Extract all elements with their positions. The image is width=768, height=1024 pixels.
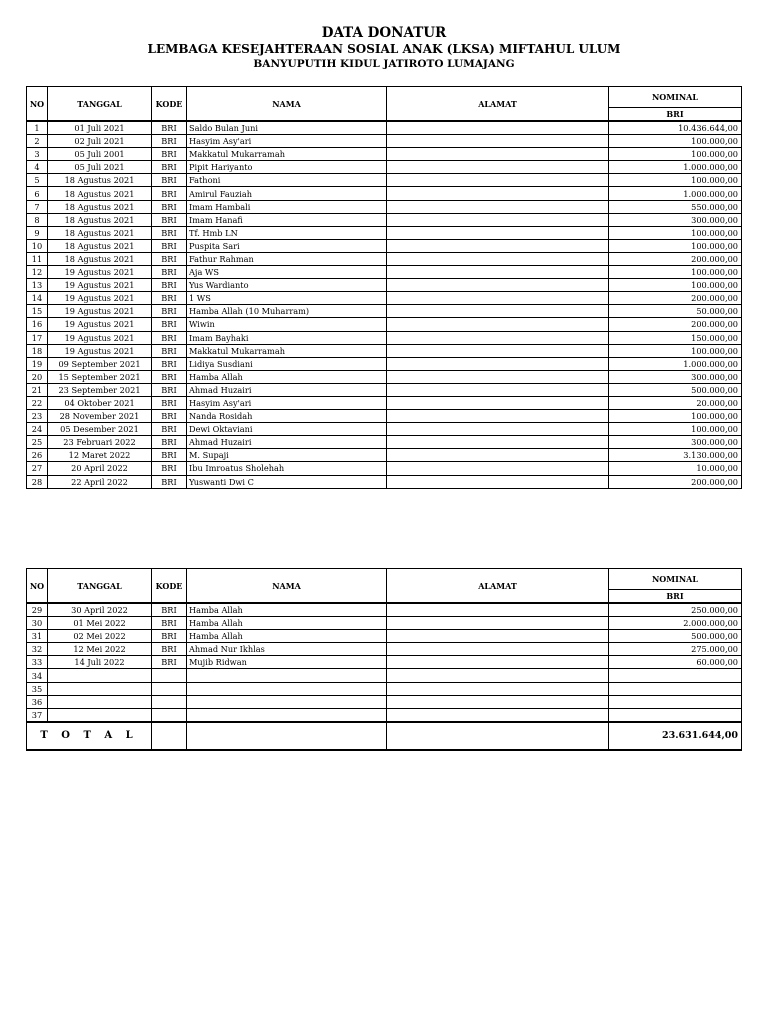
donor-table-2-body <box>27 603 742 722</box>
cell-nama: Hamba Allah <box>187 630 387 643</box>
cell-alamat <box>387 305 609 318</box>
total-empty-cell <box>387 722 609 750</box>
cell-tanggal: 18 Agustus 2021 <box>48 200 152 213</box>
cell-kode: BRI <box>152 331 187 344</box>
cell-nominal: 300.000,00 <box>609 370 742 383</box>
cell-nominal: 500.000,00 <box>609 630 742 643</box>
table-row <box>27 383 742 396</box>
cell-nama: Ahmad Huzairi <box>187 436 387 449</box>
cell-no: 16 <box>27 318 48 331</box>
cell-kode: BRI <box>152 410 187 423</box>
cell-tanggal: 12 Mei 2022 <box>48 643 152 656</box>
cell-no: 34 <box>27 669 48 682</box>
organization-location: BANYUPUTIH KIDUL JATIROTO LUMAJANG <box>253 58 515 70</box>
cell-alamat <box>387 239 609 252</box>
table-row <box>27 423 742 436</box>
cell-no: 10 <box>27 239 48 252</box>
table-row <box>27 305 742 318</box>
cell-alamat <box>387 174 609 187</box>
cell-nama: Lidiya Susdiani <box>187 357 387 370</box>
cell-tanggal <box>48 708 152 722</box>
cell-no: 23 <box>27 410 48 423</box>
donor-table-1 <box>26 86 742 489</box>
table-row <box>27 252 742 265</box>
cell-no: 29 <box>27 603 48 617</box>
table-row <box>27 148 742 161</box>
cell-tanggal: 19 Agustus 2021 <box>48 292 152 305</box>
cell-nama: M. Supaji <box>187 449 387 462</box>
table-row <box>27 200 742 213</box>
cell-nominal: 200.000,00 <box>609 252 742 265</box>
cell-alamat <box>387 252 609 265</box>
cell-nama: Hamba Allah <box>187 617 387 630</box>
column-header-nominal: NOMINAL <box>609 87 742 108</box>
cell-kode: BRI <box>152 357 187 370</box>
cell-kode: BRI <box>152 318 187 331</box>
table-row <box>27 695 742 708</box>
cell-nominal: 300.000,00 <box>609 436 742 449</box>
cell-kode: BRI <box>152 226 187 239</box>
cell-alamat <box>387 226 609 239</box>
table-row <box>27 318 742 331</box>
column-header-nama: NAMA <box>187 87 387 122</box>
cell-nama: Hasyim Asy'ari <box>187 396 387 409</box>
cell-kode: BRI <box>152 423 187 436</box>
cell-tanggal: 09 September 2021 <box>48 357 152 370</box>
cell-no: 2 <box>27 135 48 148</box>
cell-nama: 1 WS <box>187 292 387 305</box>
cell-nama: Wiwin <box>187 318 387 331</box>
cell-tanggal: 05 Desember 2021 <box>48 423 152 436</box>
cell-nominal: 3.130.000,00 <box>609 449 742 462</box>
total-empty-cell <box>152 722 187 750</box>
cell-kode: BRI <box>152 174 187 187</box>
table-row <box>27 656 742 669</box>
cell-no: 22 <box>27 396 48 409</box>
cell-nama: Yuswanti Dwi C <box>187 475 387 488</box>
table-row <box>27 617 742 630</box>
column-header-kode: KODE <box>152 569 187 604</box>
column-header-bank: BRI <box>609 590 742 604</box>
cell-tanggal: 19 Agustus 2021 <box>48 344 152 357</box>
cell-nominal <box>609 708 742 722</box>
cell-nominal: 200.000,00 <box>609 292 742 305</box>
cell-nama: Hamba Allah <box>187 370 387 383</box>
cell-kode: BRI <box>152 643 187 656</box>
cell-tanggal: 15 September 2021 <box>48 370 152 383</box>
cell-nama <box>187 708 387 722</box>
donor-table-2 <box>26 568 742 751</box>
document-header <box>0 24 768 71</box>
cell-alamat <box>387 318 609 331</box>
cell-tanggal: 18 Agustus 2021 <box>48 226 152 239</box>
cell-nama <box>187 669 387 682</box>
cell-no: 11 <box>27 252 48 265</box>
cell-tanggal: 19 Agustus 2021 <box>48 331 152 344</box>
cell-kode: BRI <box>152 630 187 643</box>
cell-alamat <box>387 708 609 722</box>
cell-nama: Hamba Allah (10 Muharram) <box>187 305 387 318</box>
cell-kode: BRI <box>152 252 187 265</box>
cell-no: 35 <box>27 682 48 695</box>
cell-nominal: 100.000,00 <box>609 410 742 423</box>
cell-kode: BRI <box>152 656 187 669</box>
cell-tanggal: 05 Juli 2001 <box>48 148 152 161</box>
cell-kode: BRI <box>152 266 187 279</box>
total-empty-cell <box>187 722 387 750</box>
cell-kode: BRI <box>152 475 187 488</box>
cell-tanggal: 04 Oktober 2021 <box>48 396 152 409</box>
cell-no: 12 <box>27 266 48 279</box>
cell-kode: BRI <box>152 603 187 617</box>
cell-alamat <box>387 682 609 695</box>
cell-nominal: 275.000,00 <box>609 643 742 656</box>
cell-kode <box>152 682 187 695</box>
cell-nama: Fathoni <box>187 174 387 187</box>
cell-no: 32 <box>27 643 48 656</box>
cell-nama: Nanda Rosidah <box>187 410 387 423</box>
table-row <box>27 226 742 239</box>
cell-nominal <box>609 669 742 682</box>
cell-no: 24 <box>27 423 48 436</box>
column-header-alamat: ALAMAT <box>387 569 609 604</box>
cell-nominal: 250.000,00 <box>609 603 742 617</box>
column-header-bank: BRI <box>609 108 742 122</box>
cell-alamat <box>387 331 609 344</box>
cell-nama: Ahmad Nur Ikhlas <box>187 643 387 656</box>
table-row <box>27 213 742 226</box>
cell-nama: Yus Wardianto <box>187 279 387 292</box>
cell-nominal: 150.000,00 <box>609 331 742 344</box>
cell-kode: BRI <box>152 344 187 357</box>
cell-tanggal: 28 November 2021 <box>48 410 152 423</box>
cell-alamat <box>387 292 609 305</box>
cell-alamat <box>387 475 609 488</box>
cell-tanggal: 18 Agustus 2021 <box>48 252 152 265</box>
cell-nama: Imam Hambali <box>187 200 387 213</box>
cell-kode: BRI <box>152 449 187 462</box>
cell-tanggal: 18 Agustus 2021 <box>48 187 152 200</box>
table-row <box>27 436 742 449</box>
cell-nama: Imam Bayhaki <box>187 331 387 344</box>
cell-alamat <box>387 630 609 643</box>
cell-tanggal: 01 Juli 2021 <box>48 121 152 135</box>
cell-nominal: 60.000,00 <box>609 656 742 669</box>
cell-nominal: 1.000.000,00 <box>609 357 742 370</box>
cell-no: 36 <box>27 695 48 708</box>
cell-tanggal: 01 Mei 2022 <box>48 617 152 630</box>
cell-nominal: 300.000,00 <box>609 213 742 226</box>
cell-no: 19 <box>27 357 48 370</box>
cell-no: 8 <box>27 213 48 226</box>
cell-alamat <box>387 656 609 669</box>
cell-alamat <box>387 135 609 148</box>
cell-alamat <box>387 462 609 475</box>
cell-no: 20 <box>27 370 48 383</box>
table-row <box>27 449 742 462</box>
cell-alamat <box>387 279 609 292</box>
table-row <box>27 266 742 279</box>
table-row <box>27 708 742 722</box>
cell-tanggal: 30 April 2022 <box>48 603 152 617</box>
cell-nama: Makkatul Mukarramah <box>187 344 387 357</box>
cell-alamat <box>387 423 609 436</box>
cell-nominal: 100.000,00 <box>609 174 742 187</box>
cell-tanggal: 05 Juli 2021 <box>48 161 152 174</box>
column-header-nominal: NOMINAL <box>609 569 742 590</box>
cell-no: 6 <box>27 187 48 200</box>
cell-alamat <box>387 266 609 279</box>
table-row <box>27 643 742 656</box>
table-row <box>27 187 742 200</box>
cell-alamat <box>387 357 609 370</box>
cell-no: 1 <box>27 121 48 135</box>
cell-no: 7 <box>27 200 48 213</box>
cell-alamat <box>387 617 609 630</box>
cell-kode: BRI <box>152 239 187 252</box>
column-header-no: NO <box>27 87 48 122</box>
cell-nama: Dewi Oktaviani <box>187 423 387 436</box>
cell-no: 33 <box>27 656 48 669</box>
cell-no: 31 <box>27 630 48 643</box>
cell-no: 30 <box>27 617 48 630</box>
cell-nominal: 10.000,00 <box>609 462 742 475</box>
total-value: 23.631.644,00 <box>609 722 742 750</box>
table-row <box>27 370 742 383</box>
cell-nominal: 200.000,00 <box>609 475 742 488</box>
cell-alamat <box>387 213 609 226</box>
table-row <box>27 630 742 643</box>
cell-nominal: 2.000.000,00 <box>609 617 742 630</box>
cell-alamat <box>387 410 609 423</box>
cell-no: 27 <box>27 462 48 475</box>
cell-nominal: 1.000.000,00 <box>609 161 742 174</box>
cell-nama: Amirul Fauziah <box>187 187 387 200</box>
cell-kode: BRI <box>152 617 187 630</box>
cell-kode: BRI <box>152 396 187 409</box>
cell-kode: BRI <box>152 148 187 161</box>
cell-nama: Mujib Ridwan <box>187 656 387 669</box>
cell-tanggal: 19 Agustus 2021 <box>48 318 152 331</box>
cell-alamat <box>387 383 609 396</box>
cell-alamat <box>387 603 609 617</box>
table-row <box>27 462 742 475</box>
cell-tanggal: 19 Agustus 2021 <box>48 266 152 279</box>
cell-kode: BRI <box>152 187 187 200</box>
column-header-tanggal: TANGGAL <box>48 87 152 122</box>
cell-nama: Ibu Imroatus Sholehah <box>187 462 387 475</box>
table-row <box>27 161 742 174</box>
cell-kode: BRI <box>152 292 187 305</box>
table-row <box>27 121 742 135</box>
donor-table-1-body <box>27 121 742 488</box>
cell-nama: Puspita Sari <box>187 239 387 252</box>
cell-tanggal: 18 Agustus 2021 <box>48 213 152 226</box>
cell-nominal: 100.000,00 <box>609 266 742 279</box>
table-row <box>27 331 742 344</box>
cell-nominal: 100.000,00 <box>609 226 742 239</box>
cell-nominal: 100.000,00 <box>609 423 742 436</box>
total-row <box>27 722 742 750</box>
cell-kode: BRI <box>152 305 187 318</box>
table-row <box>27 603 742 617</box>
cell-tanggal: 02 Juli 2021 <box>48 135 152 148</box>
cell-nominal: 100.000,00 <box>609 135 742 148</box>
cell-nama: Hamba Allah <box>187 603 387 617</box>
cell-nama: Ahmad Huzairi <box>187 383 387 396</box>
page-title: DATA DONATUR <box>321 25 447 41</box>
cell-nama: Makkatul Mukarramah <box>187 148 387 161</box>
cell-nominal: 10.436.644,00 <box>609 121 742 135</box>
cell-nama: Saldo Bulan Juni <box>187 121 387 135</box>
cell-alamat <box>387 669 609 682</box>
table-row <box>27 135 742 148</box>
cell-alamat <box>387 370 609 383</box>
total-label: T O T A L <box>27 722 152 750</box>
table-row <box>27 475 742 488</box>
cell-nama <box>187 695 387 708</box>
cell-kode: BRI <box>152 135 187 148</box>
table-row <box>27 357 742 370</box>
table-row <box>27 410 742 423</box>
cell-nominal: 200.000,00 <box>609 318 742 331</box>
cell-alamat <box>387 643 609 656</box>
cell-kode <box>152 695 187 708</box>
cell-alamat <box>387 200 609 213</box>
cell-no: 26 <box>27 449 48 462</box>
cell-kode: BRI <box>152 462 187 475</box>
cell-alamat <box>387 449 609 462</box>
cell-nominal: 1.000.000,00 <box>609 187 742 200</box>
cell-alamat <box>387 436 609 449</box>
cell-no: 21 <box>27 383 48 396</box>
cell-tanggal: 19 Agustus 2021 <box>48 279 152 292</box>
cell-nama <box>187 682 387 695</box>
cell-nama: Aja WS <box>187 266 387 279</box>
cell-tanggal: 02 Mei 2022 <box>48 630 152 643</box>
cell-no: 3 <box>27 148 48 161</box>
cell-alamat <box>387 161 609 174</box>
cell-nama: Fathur Rahman <box>187 252 387 265</box>
cell-kode: BRI <box>152 121 187 135</box>
cell-nama: Hasyim Asy'ari <box>187 135 387 148</box>
cell-no: 4 <box>27 161 48 174</box>
cell-alamat <box>387 121 609 135</box>
cell-tanggal: 23 September 2021 <box>48 383 152 396</box>
cell-tanggal: 19 Agustus 2021 <box>48 305 152 318</box>
cell-kode: BRI <box>152 200 187 213</box>
cell-kode <box>152 708 187 722</box>
cell-alamat <box>387 187 609 200</box>
cell-alamat <box>387 396 609 409</box>
cell-kode <box>152 669 187 682</box>
cell-nominal: 20.000,00 <box>609 396 742 409</box>
table-row <box>27 292 742 305</box>
cell-no: 28 <box>27 475 48 488</box>
table-row <box>27 669 742 682</box>
cell-kode: BRI <box>152 279 187 292</box>
cell-no: 18 <box>27 344 48 357</box>
cell-tanggal: 14 Juli 2022 <box>48 656 152 669</box>
cell-kode: BRI <box>152 370 187 383</box>
cell-alamat <box>387 148 609 161</box>
cell-nominal: 50.000,00 <box>609 305 742 318</box>
cell-tanggal: 12 Maret 2022 <box>48 449 152 462</box>
cell-tanggal: 20 April 2022 <box>48 462 152 475</box>
cell-kode: BRI <box>152 383 187 396</box>
cell-tanggal: 22 April 2022 <box>48 475 152 488</box>
cell-tanggal: 18 Agustus 2021 <box>48 174 152 187</box>
cell-kode: BRI <box>152 213 187 226</box>
cell-no: 25 <box>27 436 48 449</box>
cell-nominal: 100.000,00 <box>609 239 742 252</box>
cell-no: 13 <box>27 279 48 292</box>
table-row <box>27 396 742 409</box>
cell-tanggal <box>48 682 152 695</box>
cell-no: 17 <box>27 331 48 344</box>
column-header-kode: KODE <box>152 87 187 122</box>
cell-tanggal <box>48 669 152 682</box>
column-header-alamat: ALAMAT <box>387 87 609 122</box>
cell-no: 14 <box>27 292 48 305</box>
cell-tanggal <box>48 695 152 708</box>
cell-alamat <box>387 344 609 357</box>
cell-kode: BRI <box>152 161 187 174</box>
cell-nominal: 500.000,00 <box>609 383 742 396</box>
table-row <box>27 174 742 187</box>
cell-no: 15 <box>27 305 48 318</box>
cell-nominal: 100.000,00 <box>609 344 742 357</box>
cell-nominal: 100.000,00 <box>609 148 742 161</box>
cell-nominal: 100.000,00 <box>609 279 742 292</box>
table-row <box>27 279 742 292</box>
cell-no: 5 <box>27 174 48 187</box>
cell-nama: Tf. Hmb LN <box>187 226 387 239</box>
cell-no: 9 <box>27 226 48 239</box>
cell-nominal: 550.000,00 <box>609 200 742 213</box>
cell-tanggal: 23 Februari 2022 <box>48 436 152 449</box>
cell-tanggal: 18 Agustus 2021 <box>48 239 152 252</box>
cell-nominal <box>609 682 742 695</box>
column-header-no: NO <box>27 569 48 604</box>
cell-alamat <box>387 695 609 708</box>
column-header-tanggal: TANGGAL <box>48 569 152 604</box>
table-row <box>27 239 742 252</box>
organization-name: LEMBAGA KESEJAHTERAAN SOSIAL ANAK (LKSA) MIFTAHUL ULUM <box>147 42 621 56</box>
cell-nominal <box>609 695 742 708</box>
cell-nama: Pipit Hariyanto <box>187 161 387 174</box>
table-row <box>27 344 742 357</box>
cell-kode: BRI <box>152 436 187 449</box>
column-header-nama: NAMA <box>187 569 387 604</box>
cell-no: 37 <box>27 708 48 722</box>
table-row <box>27 682 742 695</box>
cell-nama: Imam Hanafi <box>187 213 387 226</box>
